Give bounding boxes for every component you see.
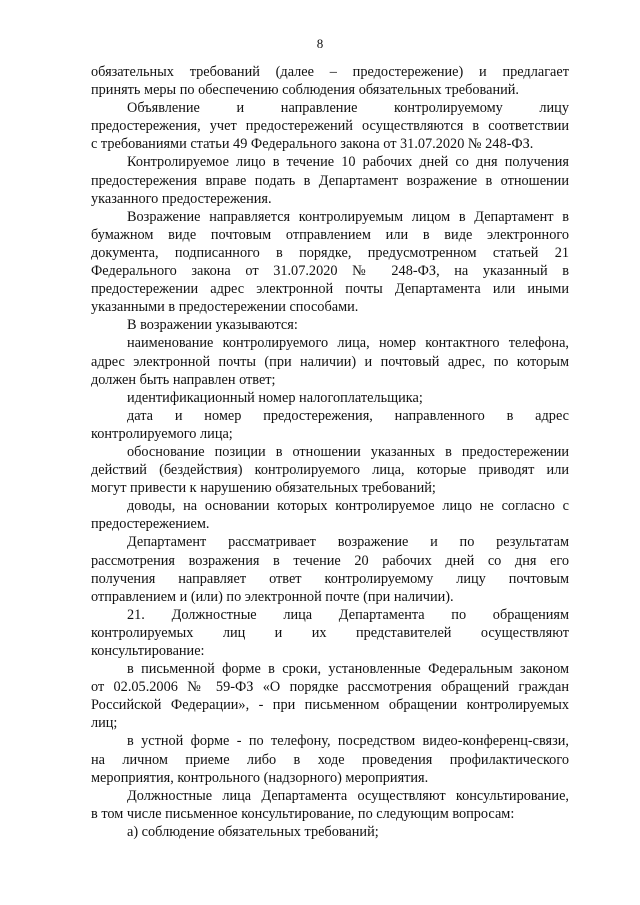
paragraph xyxy=(91,606,569,660)
paragraph xyxy=(91,334,569,388)
text-line: доводы, на основании которых контролируемое лицо не согласно с xyxy=(127,498,569,515)
text-line: Российской Федерации», - при письменном обращении контролируемых xyxy=(91,697,569,714)
text-line: В возражении указываются: xyxy=(127,317,298,334)
paragraph xyxy=(91,389,569,407)
text-line: в письменной форме в сроки, установленные Федеральным законом xyxy=(127,661,569,678)
text-line: рассмотрения возражения в течение 20 рабочих дней со дня его xyxy=(91,552,569,569)
text-line: предостережением. xyxy=(91,516,210,533)
text-line: консультирование: xyxy=(91,643,205,659)
document-body xyxy=(91,63,569,841)
text-line: должен быть направлен ответ; xyxy=(91,371,276,388)
text-line: лиц; xyxy=(91,715,118,732)
text-line: обязательных требований (далее – предостережение) и предлагает xyxy=(91,64,569,80)
paragraph xyxy=(91,153,569,207)
text-line: мероприятия, контрольного (надзорного) мероприятия. xyxy=(91,769,429,786)
text-line: в том числе письменное консультирование, по следующим вопросам: xyxy=(91,805,515,822)
paragraph xyxy=(91,443,569,497)
text-line: указанными в предостережении способами. xyxy=(91,299,359,316)
text-line: идентификационный номер налогоплательщика; xyxy=(127,389,423,406)
text-line: 21. Должностные лица Департамента по обращениям xyxy=(127,606,569,623)
paragraph xyxy=(91,533,569,605)
text-line: предостережения вправе подать в Департамент возражение в отношении xyxy=(91,172,569,189)
text-line: с требованиями статьи 49 Федерального закона от 31.07.2020 № 248-ФЗ. xyxy=(91,136,534,153)
text-line: контролируемого лица; xyxy=(91,425,233,442)
paragraph xyxy=(91,660,569,732)
paragraph xyxy=(91,99,569,153)
text-line: адрес электронной почты (при наличии) и почтовый адрес, по которым xyxy=(91,353,569,370)
text-line: действий (бездействия) контролируемого лица, которые приводят или xyxy=(91,462,569,479)
text-line: в устной форме - по телефону, посредством видео-конференц-связи, xyxy=(127,733,569,750)
paragraph xyxy=(91,497,569,533)
text-line: Объявление и направление контролируемому лицу xyxy=(127,100,569,117)
text-line: Должностные лица Департамента осуществляют консультирование, xyxy=(127,787,569,804)
text-line: документа, подписанного в порядке, предусмотренном статьей 21 xyxy=(91,244,569,261)
text-line: Департамент рассматривает возражение и по результатам xyxy=(127,534,569,551)
text-line: предостережении адрес электронной почты Департамента или иными xyxy=(91,281,569,298)
text-line: Возражение направляется контролируемым лицом в Департамент в xyxy=(127,208,569,225)
paragraph xyxy=(91,63,569,99)
text-line: дата и номер предостережения, направленного в адрес xyxy=(127,407,569,424)
paragraph xyxy=(91,732,569,786)
paragraph xyxy=(91,316,569,334)
text-line: на личном приеме либо в ходе проведения профилактического xyxy=(91,751,569,768)
paragraph xyxy=(91,823,569,841)
text-line: могут привести к нарушению обязательных требований; xyxy=(91,480,436,497)
page-number: 8 xyxy=(316,36,324,51)
text-line: от 02.05.2006 № 59-ФЗ «О порядке рассмотрения обращений граждан xyxy=(91,679,569,696)
text-line: предостережения, учет предостережений осуществляются в соответствии xyxy=(91,118,569,135)
text-line: Контролируемое лицо в течение 10 рабочих дней со дня получения xyxy=(127,154,569,171)
text-line: Федерального закона от 31.07.2020 № 248-ФЗ, на указанный в xyxy=(91,263,569,280)
paragraph xyxy=(91,407,569,443)
text-line: обоснование позиции в отношении указанных в предостережении xyxy=(127,443,569,460)
paragraph xyxy=(91,208,569,317)
text-line: контролируемых лиц и их представителей осуществляют xyxy=(91,624,569,641)
text-line: бумажном виде почтовым отправлением или в виде электронного xyxy=(91,226,569,243)
text-line: отправлением и (или) по электронной почте (при наличии). xyxy=(91,588,454,605)
text-line: а) соблюдение обязательных требований; xyxy=(127,823,379,840)
text-line: указанного предостережения. xyxy=(91,190,272,207)
text-line: наименование контролируемого лица, номер контактного телефона, xyxy=(127,335,569,352)
text-line: получения направляет ответ контролируемому лицу почтовым xyxy=(91,570,569,587)
paragraph xyxy=(91,787,569,823)
text-line: принять меры по обеспечению соблюдения обязательных требований. xyxy=(91,82,519,99)
